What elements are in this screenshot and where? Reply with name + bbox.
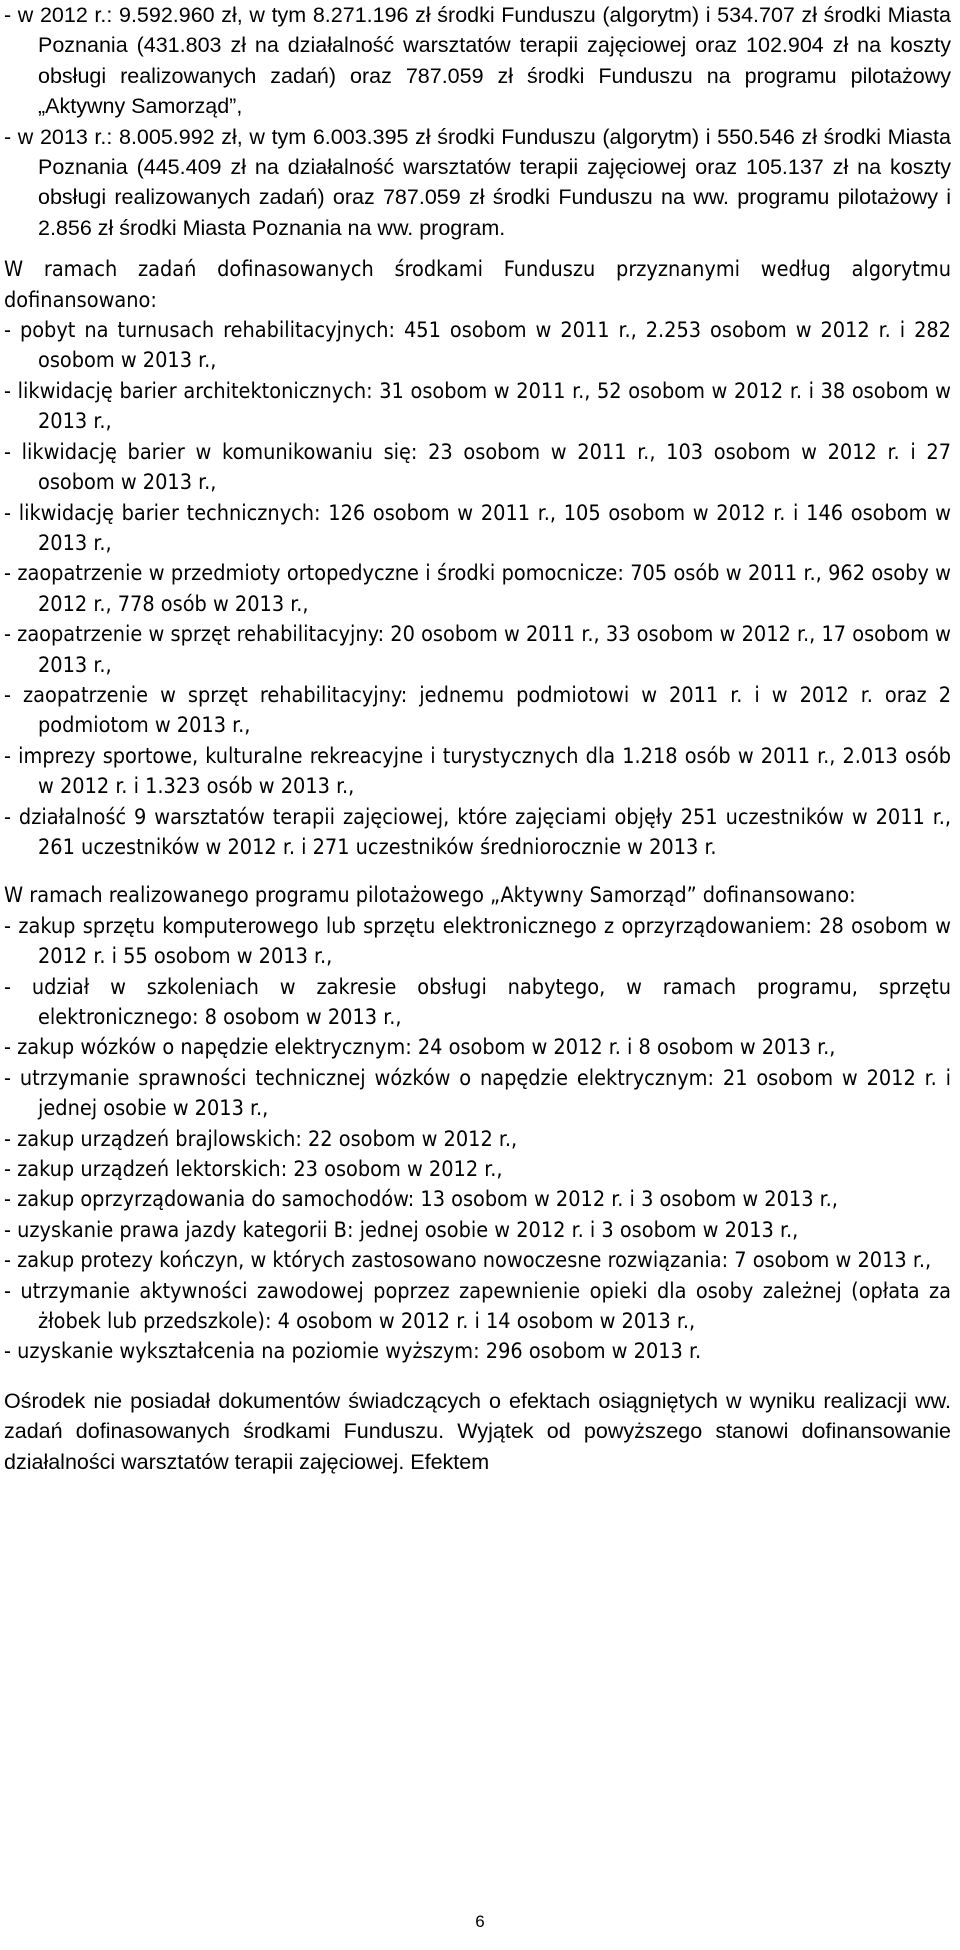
program-section (4, 881, 951, 1368)
list-item: - likwidację barier w komunikowaniu się: 23 osobom w 2011 r., 103 osobom w 2012 r. i 27 osobom w 2013 r., (4, 439, 951, 496)
program-intro: W ramach realizowanego programu pilotażowego „Aktywny Samorząd” dofinansowano: (4, 883, 856, 909)
document-page (4, 0, 951, 1950)
list-item: - zaopatrzenie w sprzęt rehabilitacyjny: jednemu podmiotowi w 2011 r. i w 2012 r. oraz 2 podmiotom w 2013 r., (4, 682, 951, 739)
list-item-funding-2012: - w 2012 r.: 9.592.960 zł, w tym 8.271.196 zł środki Funduszu (algorytm) i 534.707 zł środki Miasta Poznania (431.803 zł na działalność warsztatów terapii zajęciowej oraz 102.904 zł na koszty obsługi realizowanych zadań) oraz 787.059 zł środki Funduszu na programu pilotażowy „Aktywny Samorząd”, (4, 3, 951, 119)
list-item: - zaopatrzenie w przedmioty ortopedyczne i środki pomocnicze: 705 osób w 2011 r., 962 osoby w 2012 r., 778 osób w 2013 r., (4, 561, 951, 617)
list-item: - likwidację barier architektonicznych: 31 osobom w 2011 r., 52 osobom w 2012 r. i 38 osobom w 2013 r., (4, 378, 951, 435)
list-item: - działalność 9 warsztatów terapii zajęciowej, które zajęciami objęły 251 uczestników w 2011 r., 261 uczestników w 2012 r. i 271 uczestników średniorocznie w 2013 r. (4, 804, 951, 860)
list-item: - zakup oprzyrządowania do samochodów: 13 osobom w 2012 r. i 3 osobom w 2013 r., (4, 1187, 838, 1213)
list-item-funding-2013: - w 2013 r.: 8.005.992 zł, w tym 6.003.395 zł środki Funduszu (algorytm) i 550.546 zł środki Miasta Poznania (445.409 zł na działalność warsztatów terapii zajęciowej oraz 105.137 zł na koszty obsługi realizowanych zadań) oraz 787.059 zł środki Funduszu na ww. programu pilotażowy i 2.856 zł środki Miasta Poznania na ww. program. (4, 124, 951, 240)
list-item: - zakup urządzeń lektorskich: 23 osobom w 2012 r., (4, 1157, 503, 1183)
list-item: - utrzymanie aktywności zawodowej poprzez zapewnienie opieki dla osoby zależnej (opłata za żłobek lub przedszkole): 4 osobom w 2012 r. i 14 osobom w 2013 r., (4, 1278, 951, 1335)
list-item: - udział w szkoleniach w zakresie obsługi nabytego, w ramach programu, sprzętu elektronicznego: 8 osobom w 2013 r., (4, 974, 951, 1030)
list-item: - zakup sprzętu komputerowego lub sprzętu elektronicznego z oprzyrządowaniem: 28 osobom w 2012 r. i 55 osobom w 2013 r., (4, 913, 951, 970)
list-item: - likwidację barier technicznych: 126 osobom w 2011 r., 105 osobom w 2012 r. i 146 osobom w 2013 r., (4, 500, 951, 556)
page-number: 6 (475, 1912, 485, 1931)
list-item: - pobyt na turnusach rehabilitacyjnych: 451 osobom w 2011 r., 2.253 osobom w 2012 r. i 282 osobom w 2013 r., (4, 318, 951, 374)
list-item: - zaopatrzenie w sprzęt rehabilitacyjny: 20 osobom w 2011 r., 33 osobom w 2012 r., 17 osobom w 2013 r., (4, 622, 951, 678)
list-item: - zakup wózków o napędzie elektrycznym: 24 osobom w 2012 r. i 8 osobom w 2013 r., (4, 1035, 836, 1061)
list-item: - zakup protezy kończyn, w których zastosowano nowoczesne rozwiązania: 7 osobom w 2013 r., (4, 1248, 932, 1274)
list-item: - uzyskanie wykształcenia na poziomie wyższym: 296 osobom w 2013 r. (4, 1339, 702, 1365)
list-item: - zakup urządzeń brajlowskich: 22 osobom w 2012 r., (4, 1126, 518, 1152)
list-item: - imprezy sportowe, kulturalne rekreacyjne i turystycznych dla 1.218 osób w 2011 r., 2.013 osób w 2012 r. i 1.323 osób w 2013 r., (4, 743, 951, 800)
list-item: - utrzymanie sprawności technicznej wózków o napędzie elektrycznym: 21 osobom w 2012 r. i jednej osobie w 2013 r., (4, 1065, 951, 1122)
closing-paragraph: Ośrodek nie posiadał dokumentów świadczących o efektach osiągniętych w wyniku realizacji ww. zadań dofinasowanych środkami Funduszu. Wyjątek od powyższego stanowi dofinansowanie działalności warsztatów terapii zajęciowej. Efektem (4, 1388, 951, 1474)
algorithm-section (4, 255, 951, 863)
list-item: - uzyskanie prawa jazdy kategorii B: jednej osobie w 2012 r. i 3 osobom w 2013 r., (4, 1217, 799, 1243)
algorithm-intro: W ramach zadań dofinasowanych środkami Funduszu przyznanymi według algorytmu dofinansowano: (4, 257, 951, 313)
